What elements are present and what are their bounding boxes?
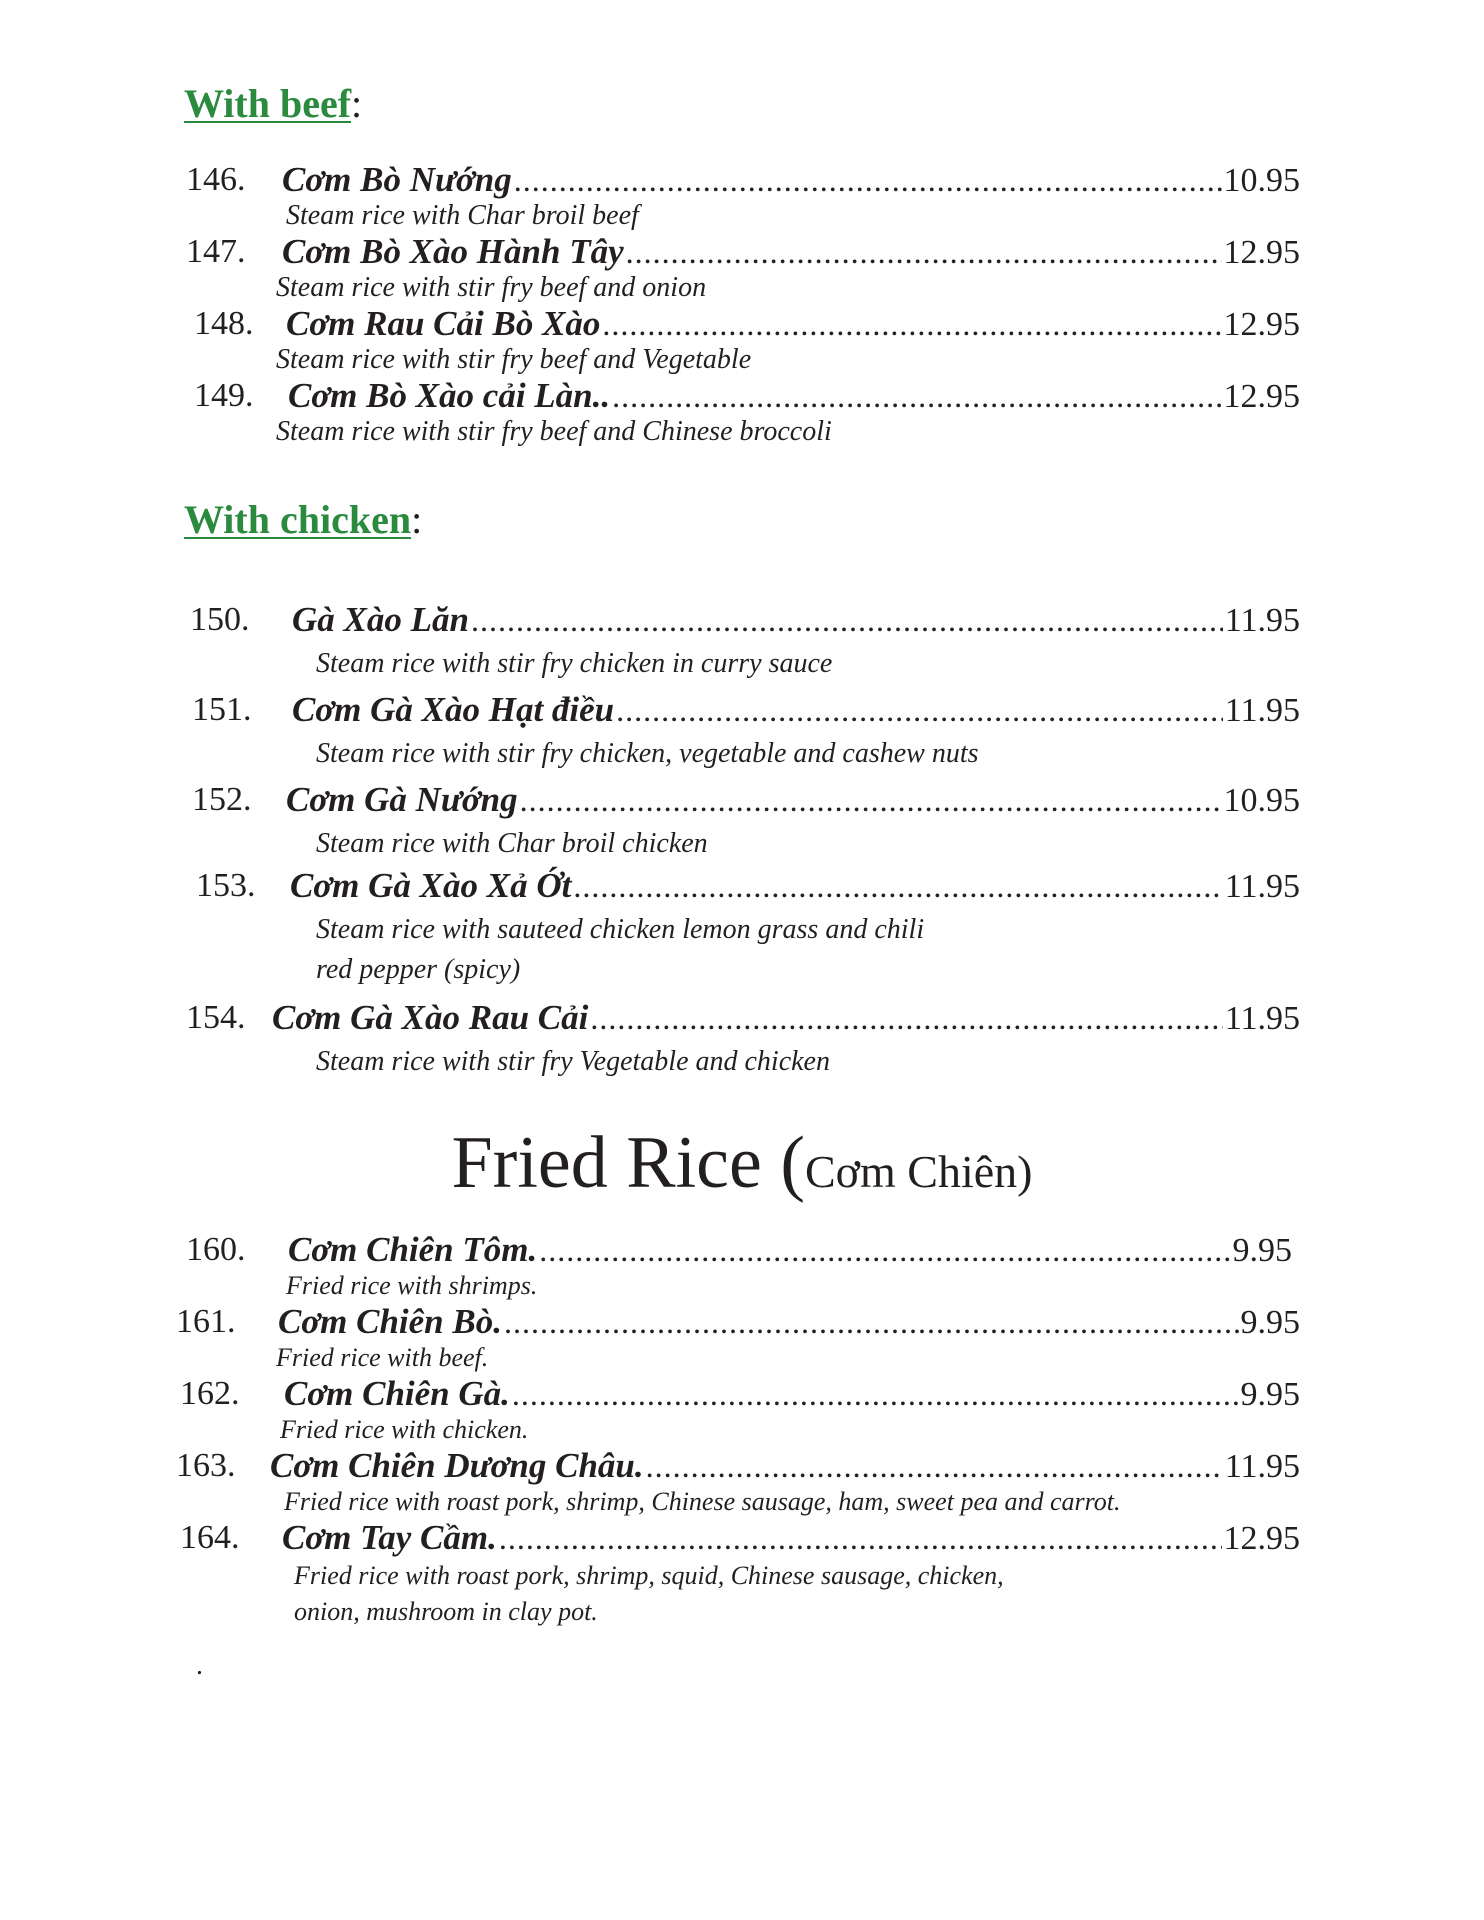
- item-price: 11.95: [1224, 1448, 1300, 1485]
- item-name: Cơm Chiên Tôm.: [288, 1230, 538, 1269]
- fried-rice-subtitle: Cơm Chiên): [804, 1146, 1033, 1197]
- item-description: Steam rice with Char broil beef: [286, 200, 639, 231]
- item-number: 147.: [186, 233, 246, 270]
- section-heading-colon: :: [411, 497, 423, 542]
- item-description: Steam rice with stir fry beef and onion: [276, 272, 707, 303]
- item-name: Cơm Gà Xào Rau Cải: [272, 998, 589, 1037]
- stray-mark: .: [196, 1650, 203, 1681]
- item-description: Steam rice with stir fry chicken, vegetable and cashew nuts: [316, 738, 979, 769]
- item-description: Fried rice with shrimps.: [286, 1271, 538, 1300]
- menu-item-161: [0, 1300, 1484, 1344]
- item-description: Steam rice with stir fry beef and Chinese broccoli: [276, 416, 832, 447]
- item-name: Cơm Chiên Gà.: [284, 1374, 510, 1413]
- item-description: Steam rice with stir fry chicken in curry sauce: [316, 648, 833, 679]
- menu-item-154: [0, 996, 1484, 1040]
- item-name: Cơm Gà Xào Hạt điều: [292, 690, 615, 729]
- item-description-continued: onion, mushroom in clay pot.: [294, 1597, 598, 1626]
- item-name: Cơm Tay Cầm.: [282, 1518, 497, 1557]
- item-number: 163.: [176, 1447, 236, 1484]
- dot-leader: [626, 230, 1222, 274]
- item-price: 12.95: [1223, 378, 1300, 415]
- dot-leader: [520, 778, 1222, 822]
- item-price: 9.95: [1232, 1232, 1292, 1269]
- item-price: 9.95: [1240, 1376, 1300, 1413]
- dot-leader: [471, 598, 1223, 642]
- item-number: 164.: [180, 1519, 240, 1556]
- item-description: Fried rice with roast pork, shrimp, squid, Chinese sausage, chicken,: [294, 1561, 1004, 1590]
- fried-rice-title-main: Fried Rice (: [451, 1122, 805, 1204]
- dot-leader: [646, 1444, 1223, 1488]
- item-price: 12.95: [1223, 306, 1300, 343]
- section-heading-chicken-label: With chicken: [184, 497, 412, 542]
- menu-item-160: [0, 1228, 1484, 1272]
- menu-item-164: [0, 1516, 1484, 1560]
- section-heading-beef: [184, 80, 362, 127]
- item-price: 11.95: [1224, 692, 1300, 729]
- item-number: 150.: [190, 601, 250, 638]
- item-number: 162.: [180, 1375, 240, 1412]
- menu-item-146: [0, 158, 1484, 202]
- section-heading-chicken: [184, 496, 422, 543]
- dot-leader: [616, 688, 1223, 732]
- item-name: Cơm Gà Xào Xả Ớt: [290, 866, 572, 905]
- section-heading-colon: :: [351, 81, 363, 126]
- item-description: Steam rice with sauteed chicken lemon grass and chili: [316, 914, 925, 945]
- fried-rice-title: [0, 1118, 1484, 1217]
- item-price: 12.95: [1223, 1520, 1300, 1557]
- item-number: 160.: [186, 1231, 246, 1268]
- item-description: Fried rice with chicken.: [280, 1415, 529, 1444]
- dot-leader: [514, 158, 1222, 202]
- item-price: 11.95: [1224, 1000, 1300, 1037]
- item-number: 148.: [194, 305, 254, 342]
- item-number: 153.: [196, 867, 256, 904]
- menu-item-162: [0, 1372, 1484, 1416]
- item-price: 9.95: [1240, 1304, 1300, 1341]
- menu-item-149: [0, 374, 1484, 418]
- dot-leader: [504, 1300, 1239, 1344]
- item-price: 12.95: [1223, 234, 1300, 271]
- item-name: Cơm Gà Nướng: [286, 780, 518, 819]
- item-description: Fried rice with roast pork, shrimp, Chinese sausage, ham, sweet pea and carrot.: [284, 1487, 1121, 1516]
- item-name: Cơm Rau Cải Bò Xào: [286, 304, 601, 343]
- menu-item-147: [0, 230, 1484, 274]
- dot-leader: [590, 996, 1222, 1040]
- item-price: 11.95: [1224, 868, 1300, 905]
- section-heading-beef-label: With beef: [184, 81, 352, 126]
- menu-item-152: [0, 778, 1484, 822]
- item-name: Cơm Bò Xào Hành Tây: [282, 232, 624, 271]
- item-name: Cơm Chiên Bò.: [278, 1302, 502, 1341]
- item-price: 11.95: [1224, 602, 1300, 639]
- item-description-continued: red pepper (spicy): [316, 954, 521, 985]
- item-name: Cơm Chiên Dương Châu.: [270, 1446, 644, 1485]
- item-price: 10.95: [1223, 782, 1300, 819]
- item-name: Gà Xào Lăn: [292, 600, 469, 639]
- item-number: 161.: [176, 1303, 236, 1340]
- item-description: Steam rice with stir fry beef and Vegetable: [276, 344, 752, 375]
- item-number: 146.: [186, 161, 246, 198]
- item-price: 10.95: [1223, 162, 1300, 199]
- item-number: 151.: [192, 691, 252, 728]
- menu-item-148: [0, 302, 1484, 346]
- item-number: 152.: [192, 781, 252, 818]
- item-description: Fried rice with beef.: [276, 1343, 489, 1372]
- menu-item-150: [0, 598, 1484, 642]
- dot-leader: [612, 374, 1221, 418]
- menu-item-163: [0, 1444, 1484, 1488]
- dot-leader: [573, 864, 1222, 908]
- dot-leader: [602, 302, 1221, 346]
- item-number: 149.: [194, 377, 254, 414]
- item-name: Cơm Bò Xào cải Làn..: [288, 376, 611, 415]
- dot-leader: [512, 1372, 1239, 1416]
- dot-leader: [539, 1228, 1230, 1272]
- item-name: Cơm Bò Nướng: [282, 160, 512, 199]
- dot-leader: [499, 1516, 1222, 1560]
- menu-item-153: [0, 864, 1484, 908]
- item-description: Steam rice with Char broil chicken: [316, 828, 708, 859]
- item-description: Steam rice with stir fry Vegetable and chicken: [316, 1046, 830, 1077]
- menu-item-151: [0, 688, 1484, 732]
- item-number: 154.: [186, 999, 246, 1036]
